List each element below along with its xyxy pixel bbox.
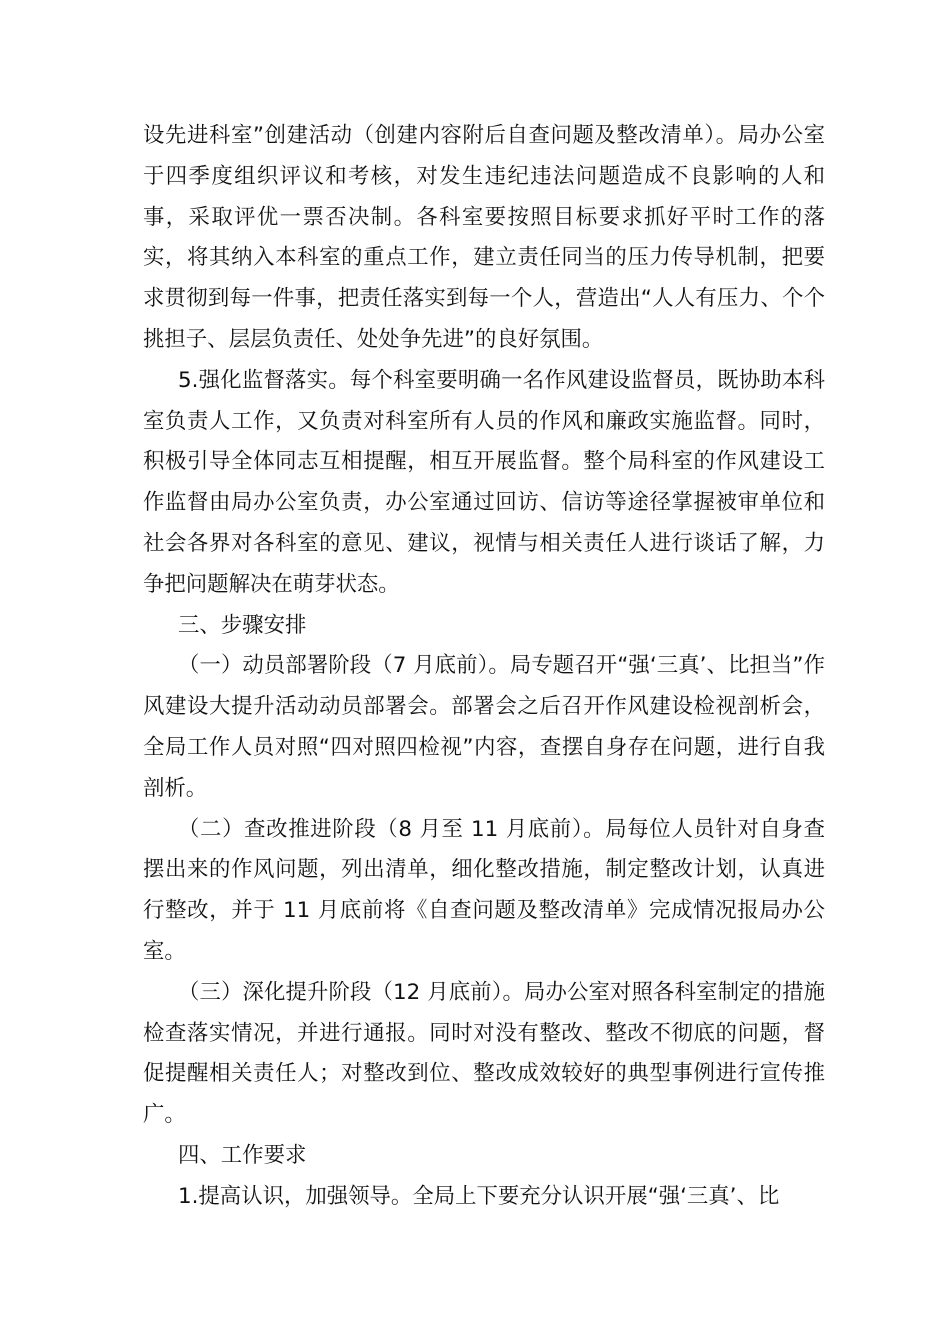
paragraph-supervision: 5.强化监督落实。每个科室要明确一名作风建设监督员，既协助本科室负责人工作，又负责对科室所有人员的作风和廉政实施监督。同时，积极引导全体同志互相提醒，相互开展监督。整个局科室的作风建设工作监督由局办公室负责，办公室通过回访、信访等途径掌握被审单位和社会各界对各科室的意见、建议，视情与相关责任人进行谈话了解，力争把问题解决在萌芽状态。 <box>143 367 825 597</box>
paragraph-campaign-evaluation: 设先进科室”创建活动（创建内容附后自查问题及整改清单）。局办公室于四季度组织评议和考核，对发生违纪违法问题造成不良影响的人和事，采取评优一票否决制。各科室要按照目标要求抓好平时工作的落实，将其纳入本科室的重点工作，建立责任同当的压力传导机制，把要求贯彻到每一件事，把责任落实到每一个人，营造出“人人有压力、个个挑担子、层层负责任、处处争先进”的良好氛围。 <box>143 123 825 352</box>
section-heading-requirements: 四、工作要求 <box>178 1142 307 1168</box>
paragraph-step-deepening: （三）深化提升阶段（12 月底前）。局办公室对照各科室制定的措施检查落实情况，并进行通报。同时对没有整改、整改不彻底的问题，督促提醒相关责任人；对整改到位、整改成效较好的典型事例进行宣传推广。 <box>143 979 825 1128</box>
paragraph-step-rectification: （二）查改推进阶段（8 月至 11 月底前）。局每位人员针对自身查摆出来的作风问题，列出清单，细化整改措施，制定整改计划，认真进行整改，并于 11 月底前将《自查问题及整改清单》完成情况报局办公室。 <box>143 816 825 964</box>
document-body <box>143 116 825 1218</box>
section-heading-steps: 三、步骤安排 <box>178 612 307 638</box>
paragraph-requirement-awareness: 1.提高认识，加强领导。全局上下要充分认识开展“强‘三真’、比 <box>178 1183 780 1209</box>
paragraph-step-mobilization: （一）动员部署阶段（7 月底前）。局专题召开“强‘三真’、比担当”作风建设大提升活动动员部署会。部署会之后召开作风建设检视剖析会，全局工作人员对照“四对照四检视”内容，查摆自身存在问题，进行自我剖析。 <box>143 653 825 801</box>
